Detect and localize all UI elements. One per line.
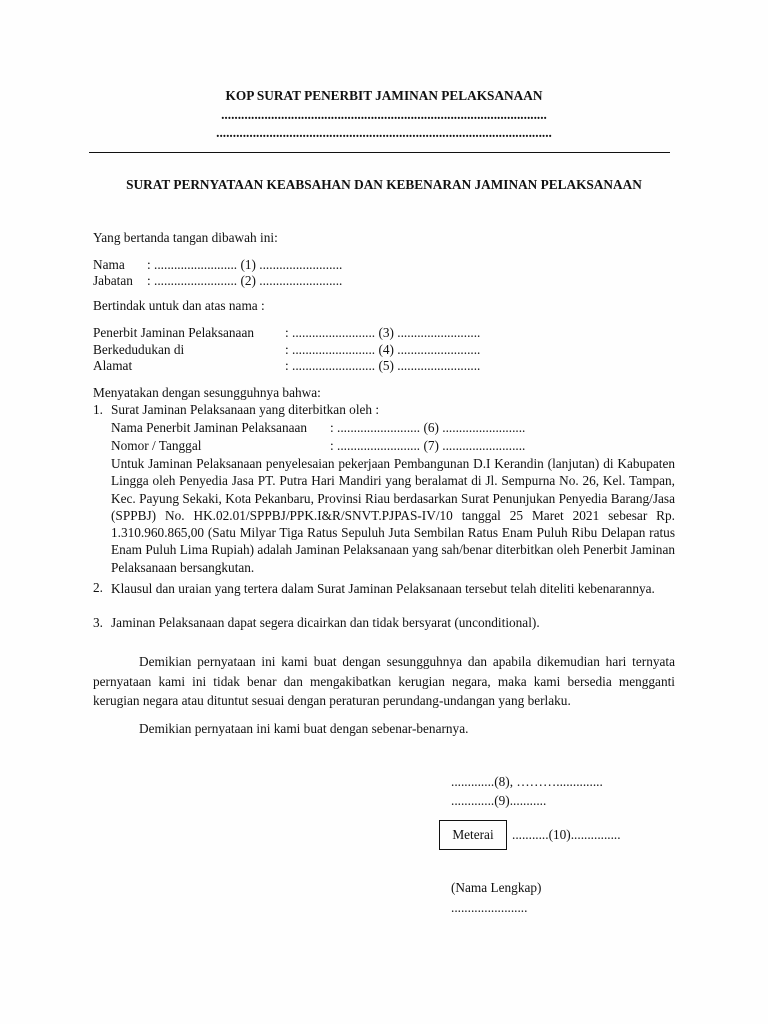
full-name-dots: ....................... bbox=[451, 900, 528, 915]
point-1-label-penerbit: Nama Penerbit Jaminan Pelaksanaan bbox=[111, 420, 308, 435]
point-3-number: 3. bbox=[93, 615, 103, 630]
field-value-kedudukan: : ......................... (4) ......................... bbox=[285, 342, 481, 357]
date-line: .............(9)........... bbox=[451, 793, 547, 808]
field-value-alamat: : ......................... (5) ......................... bbox=[285, 358, 481, 373]
field-label-nama: Nama bbox=[93, 257, 125, 272]
field-value-penerbit: : ......................... (3) ......................... bbox=[285, 325, 481, 340]
full-name-label: (Nama Lengkap) bbox=[451, 880, 542, 895]
point-2-number: 2. bbox=[93, 580, 103, 595]
point-1-value-penerbit: : ......................... (6) ......................... bbox=[330, 420, 526, 435]
point-1-number: 1. bbox=[93, 402, 103, 417]
meterai-stamp-box: Meterai bbox=[439, 820, 507, 850]
point-1-paragraph: Untuk Jaminan Pelaksanaan penyelesaian pekerjaan Pembangunan D.I Kerandin (lanjutan) di Kabupaten Lingga oleh Penyedia Jasa PT. Putra Hari Mandiri yang beralamat di Jl. Sempurna No. 26, Kel. Tampan, Kec. Payung Sekaki, Kota Pekanbaru, Provinsi Riau berdasarkan Surat Penunjukan Penyedia Barang/Jasa (SPPBJ) No. HK.02.01/SPPBJ/PPK.I&R/SNVT.PJPAS-IV/10 tanggal 25 Maret 2021 sebesar Rp. 1.310.960.865,00 (Satu Milyar Tiga Ratus Sepuluh Juta Sembilan Ratus Enam Puluh Ribu Delapan ratus Enam Puluh Lima Rupiah) adalah Jaminan Pelaksanaan yang sah/benar diterbitkan oleh Penerbit Jaminan Pelaksanaan bersangkutan. bbox=[111, 456, 675, 575]
field-value-nama: : ......................... (1) ......................... bbox=[147, 257, 343, 272]
point-1-value-nomor: : ......................... (7) ......................... bbox=[330, 438, 526, 453]
closing-paragraph-1: Demikian pernyataan ini kami buat dengan sesungguhnya dan apabila dikemudian hari ternyata pernyataan kami ini tidak benar dan mengakibatkan kerugian negara, maka kami bersedia mengganti kerugian negara atau dituntut sesuai dengan peraturan perundang-undangan yang berlaku. bbox=[93, 654, 675, 708]
declaration-intro: Menyatakan dengan sesungguhnya bahwa: bbox=[93, 385, 321, 400]
place-line: .............(8), ……….............. bbox=[451, 774, 603, 789]
field-label-jabatan: Jabatan bbox=[93, 273, 133, 288]
point-1-intro: Surat Jaminan Pelaksanaan yang diterbitkan oleh : bbox=[111, 402, 380, 417]
kop-dots-1: .................................................................................................. bbox=[221, 107, 547, 122]
acting-on-behalf-line: Bertindak untuk dan atas nama : bbox=[93, 298, 265, 313]
point-2-text: Klausul dan uraian yang tertera dalam Surat Jaminan Pelaksanaan tersebut telah diteliti kebenarannya. bbox=[111, 581, 655, 596]
signature-line: ...........(10)............... bbox=[512, 827, 621, 842]
field-label-penerbit: Penerbit Jaminan Pelaksanaan bbox=[93, 325, 254, 340]
closing-paragraph-2: Demikian pernyataan ini kami buat dengan sebenar-benarnya. bbox=[139, 721, 469, 736]
opening-line: Yang bertanda tangan dibawah ini: bbox=[93, 230, 278, 245]
header-divider bbox=[89, 152, 670, 153]
document-title: SURAT PERNYATAAN KEABSAHAN DAN KEBENARAN JAMINAN PELAKSANAAN bbox=[126, 177, 642, 192]
field-value-jabatan: : ......................... (2) ......................... bbox=[147, 273, 343, 288]
field-label-alamat: Alamat bbox=[93, 358, 133, 373]
kop-title: KOP SURAT PENERBIT JAMINAN PELAKSANAAN bbox=[225, 88, 543, 103]
point-1-label-nomor: Nomor / Tanggal bbox=[111, 438, 202, 453]
point-3-text: Jaminan Pelaksanaan dapat segera dicairkan dan tidak bersyarat (unconditional). bbox=[111, 615, 540, 630]
field-label-kedudukan: Berkedudukan di bbox=[93, 342, 185, 357]
kop-dots-2: ..................................................................................................... bbox=[216, 125, 552, 140]
